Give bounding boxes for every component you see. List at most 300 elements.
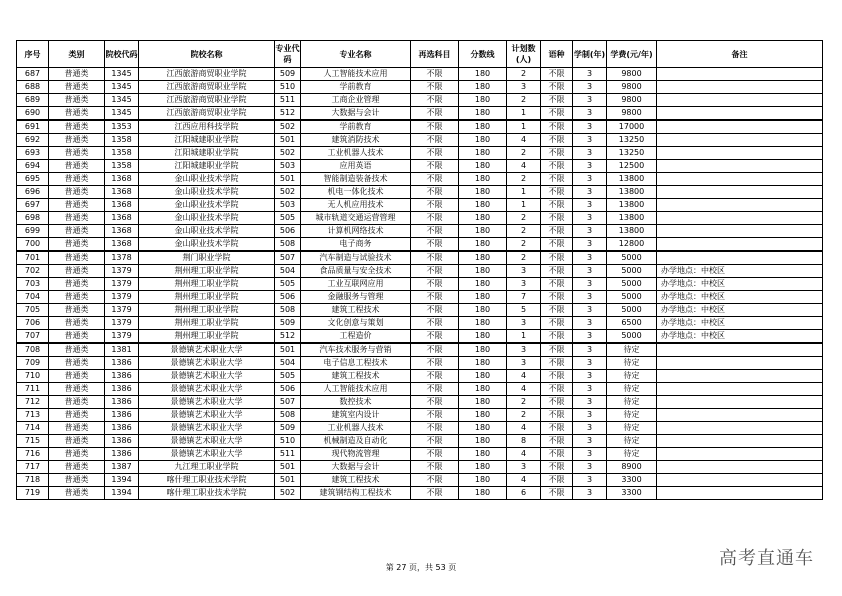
cell-col-tuition: 待定 <box>607 435 657 448</box>
cell-col-school-name: 江西旅游商贸职业学院 <box>139 68 275 81</box>
cell-col-years: 3 <box>573 265 607 278</box>
cell-col-subject: 不限 <box>411 317 459 330</box>
cell-col-index: 696 <box>17 186 49 199</box>
cell-col-tuition: 13800 <box>607 212 657 225</box>
cell-col-major-name: 现代物流管理 <box>301 448 411 461</box>
cell-col-subject: 不限 <box>411 160 459 173</box>
cell-col-years: 3 <box>573 68 607 81</box>
cell-col-category: 普通类 <box>49 343 105 357</box>
cell-col-school-code: 1386 <box>105 357 139 370</box>
cell-col-major-code: 502 <box>275 487 301 500</box>
cell-col-notes <box>657 186 823 199</box>
cell-col-school-name: 景德镇艺术职业大学 <box>139 396 275 409</box>
cell-col-category: 普通类 <box>49 461 105 474</box>
cell-col-years: 3 <box>573 160 607 173</box>
cell-col-notes <box>657 396 823 409</box>
cell-col-plan: 2 <box>507 147 541 160</box>
cell-col-score: 180 <box>459 160 507 173</box>
cell-col-school-name: 江阳城建职业学院 <box>139 160 275 173</box>
cell-col-language: 不限 <box>541 265 573 278</box>
cell-col-score: 180 <box>459 304 507 317</box>
cell-col-major-code: 501 <box>275 474 301 487</box>
cell-col-major-name: 工业机器人技术 <box>301 422 411 435</box>
cell-col-index: 709 <box>17 357 49 370</box>
cell-col-tuition: 6500 <box>607 317 657 330</box>
cell-col-years: 3 <box>573 461 607 474</box>
table-row <box>17 370 823 383</box>
cell-col-years: 3 <box>573 134 607 147</box>
cell-col-tuition: 12500 <box>607 160 657 173</box>
header-col-category: 类别 <box>49 41 105 68</box>
cell-col-index: 717 <box>17 461 49 474</box>
cell-col-major-name: 建筑工程技术 <box>301 304 411 317</box>
cell-col-years: 3 <box>573 147 607 160</box>
cell-col-major-name: 工业机器人技术 <box>301 147 411 160</box>
cell-col-notes <box>657 94 823 107</box>
cell-col-major-code: 505 <box>275 278 301 291</box>
brand-watermark: 高考直通车 <box>719 548 814 569</box>
cell-col-major-code: 501 <box>275 173 301 186</box>
cell-col-category: 普通类 <box>49 107 105 121</box>
cell-col-subject: 不限 <box>411 461 459 474</box>
cell-col-major-name: 工业互联网应用 <box>301 278 411 291</box>
cell-col-notes <box>657 173 823 186</box>
cell-col-language: 不限 <box>541 251 573 265</box>
cell-col-major-code: 509 <box>275 422 301 435</box>
cell-col-school-code: 1394 <box>105 474 139 487</box>
cell-col-school-code: 1386 <box>105 448 139 461</box>
cell-col-score: 180 <box>459 225 507 238</box>
cell-col-score: 180 <box>459 370 507 383</box>
cell-col-tuition: 待定 <box>607 343 657 357</box>
cell-col-subject: 不限 <box>411 238 459 252</box>
cell-col-notes <box>657 343 823 357</box>
cell-col-category: 普通类 <box>49 160 105 173</box>
cell-col-language: 不限 <box>541 173 573 186</box>
cell-col-index: 706 <box>17 317 49 330</box>
cell-col-school-name: 景德镇艺术职业大学 <box>139 343 275 357</box>
cell-col-language: 不限 <box>541 304 573 317</box>
cell-col-major-name: 智能制造装备技术 <box>301 173 411 186</box>
cell-col-plan: 2 <box>507 173 541 186</box>
cell-col-notes <box>657 238 823 252</box>
cell-col-score: 180 <box>459 107 507 121</box>
cell-col-subject: 不限 <box>411 330 459 344</box>
cell-col-school-code: 1386 <box>105 409 139 422</box>
cell-col-school-name: 景德镇艺术职业大学 <box>139 357 275 370</box>
header-col-major-code: 专业代码 <box>275 41 301 68</box>
cell-col-plan: 2 <box>507 94 541 107</box>
cell-col-category: 普通类 <box>49 199 105 212</box>
cell-col-major-name: 人工智能技术应用 <box>301 68 411 81</box>
cell-col-school-name: 金山职业技术学院 <box>139 199 275 212</box>
table-row <box>17 304 823 317</box>
cell-col-subject: 不限 <box>411 173 459 186</box>
cell-col-years: 3 <box>573 383 607 396</box>
cell-col-index: 693 <box>17 147 49 160</box>
cell-col-score: 180 <box>459 238 507 252</box>
cell-col-tuition: 3300 <box>607 487 657 500</box>
cell-col-category: 普通类 <box>49 422 105 435</box>
cell-col-school-code: 1387 <box>105 461 139 474</box>
cell-col-notes <box>657 357 823 370</box>
cell-col-school-name: 荆州理工职业学院 <box>139 291 275 304</box>
cell-col-notes <box>657 199 823 212</box>
cell-col-major-code: 512 <box>275 107 301 121</box>
table-header-row <box>17 41 823 68</box>
cell-col-major-code: 509 <box>275 317 301 330</box>
cell-col-index: 715 <box>17 435 49 448</box>
cell-col-language: 不限 <box>541 134 573 147</box>
cell-col-major-name: 工商企业管理 <box>301 94 411 107</box>
cell-col-tuition: 5000 <box>607 251 657 265</box>
cell-col-plan: 1 <box>507 120 541 134</box>
cell-col-language: 不限 <box>541 317 573 330</box>
cell-col-plan: 3 <box>507 357 541 370</box>
cell-col-years: 3 <box>573 173 607 186</box>
cell-col-school-name: 景德镇艺术职业大学 <box>139 422 275 435</box>
cell-col-language: 不限 <box>541 461 573 474</box>
table-row <box>17 186 823 199</box>
cell-col-score: 180 <box>459 265 507 278</box>
cell-col-school-name: 荆门职业学院 <box>139 251 275 265</box>
table-row <box>17 343 823 357</box>
cell-col-subject: 不限 <box>411 120 459 134</box>
cell-col-index: 698 <box>17 212 49 225</box>
table-row <box>17 278 823 291</box>
cell-col-score: 180 <box>459 448 507 461</box>
cell-col-subject: 不限 <box>411 304 459 317</box>
cell-col-years: 3 <box>573 396 607 409</box>
cell-col-category: 普通类 <box>49 265 105 278</box>
cell-col-major-name: 工程造价 <box>301 330 411 344</box>
table-row <box>17 330 823 344</box>
cell-col-tuition: 9800 <box>607 81 657 94</box>
cell-col-score: 180 <box>459 435 507 448</box>
cell-col-subject: 不限 <box>411 291 459 304</box>
cell-col-category: 普通类 <box>49 81 105 94</box>
cell-col-tuition: 5000 <box>607 278 657 291</box>
cell-col-score: 180 <box>459 487 507 500</box>
cell-col-school-code: 1345 <box>105 68 139 81</box>
admission-plan-table <box>16 40 823 500</box>
cell-col-major-code: 505 <box>275 370 301 383</box>
cell-col-language: 不限 <box>541 409 573 422</box>
cell-col-major-name: 机电一体化技术 <box>301 186 411 199</box>
page-number: 第 27 页，共 53 页 <box>385 563 457 572</box>
cell-col-school-code: 1368 <box>105 225 139 238</box>
cell-col-language: 不限 <box>541 186 573 199</box>
cell-col-plan: 1 <box>507 330 541 344</box>
cell-col-school-name: 荆州理工职业学院 <box>139 330 275 344</box>
cell-col-category: 普通类 <box>49 68 105 81</box>
header-col-years: 学制(年) <box>573 41 607 68</box>
cell-col-major-code: 511 <box>275 448 301 461</box>
cell-col-tuition: 待定 <box>607 396 657 409</box>
cell-col-tuition: 13250 <box>607 147 657 160</box>
table-row <box>17 487 823 500</box>
cell-col-language: 不限 <box>541 383 573 396</box>
cell-col-years: 3 <box>573 186 607 199</box>
cell-col-index: 697 <box>17 199 49 212</box>
cell-col-years: 3 <box>573 278 607 291</box>
table-row <box>17 68 823 81</box>
cell-col-school-name: 江西旅游商贸职业学院 <box>139 107 275 121</box>
cell-col-score: 180 <box>459 94 507 107</box>
cell-col-years: 3 <box>573 487 607 500</box>
cell-col-plan: 2 <box>507 68 541 81</box>
cell-col-school-name: 荆州理工职业学院 <box>139 278 275 291</box>
cell-col-score: 180 <box>459 422 507 435</box>
cell-col-school-name: 金山职业技术学院 <box>139 225 275 238</box>
cell-col-tuition: 3300 <box>607 474 657 487</box>
cell-col-score: 180 <box>459 147 507 160</box>
cell-col-major-name: 建筑钢结构工程技术 <box>301 487 411 500</box>
cell-col-index: 690 <box>17 107 49 121</box>
table-row <box>17 265 823 278</box>
cell-col-major-code: 506 <box>275 383 301 396</box>
table-row <box>17 474 823 487</box>
cell-col-school-name: 江西应用科技学院 <box>139 120 275 134</box>
cell-col-major-name: 建筑室内设计 <box>301 409 411 422</box>
cell-col-major-code: 507 <box>275 396 301 409</box>
cell-col-school-code: 1394 <box>105 487 139 500</box>
cell-col-major-code: 508 <box>275 238 301 252</box>
cell-col-score: 180 <box>459 357 507 370</box>
cell-col-major-name: 建筑工程技术 <box>301 370 411 383</box>
cell-col-major-code: 509 <box>275 68 301 81</box>
cell-col-tuition: 13800 <box>607 199 657 212</box>
cell-col-index: 704 <box>17 291 49 304</box>
cell-col-years: 3 <box>573 409 607 422</box>
cell-col-index: 719 <box>17 487 49 500</box>
table-row <box>17 160 823 173</box>
cell-col-major-name: 计算机网络技术 <box>301 225 411 238</box>
cell-col-years: 3 <box>573 251 607 265</box>
cell-col-score: 180 <box>459 396 507 409</box>
cell-col-index: 701 <box>17 251 49 265</box>
cell-col-years: 3 <box>573 107 607 121</box>
cell-col-score: 180 <box>459 186 507 199</box>
cell-col-major-code: 512 <box>275 330 301 344</box>
cell-col-years: 3 <box>573 448 607 461</box>
cell-col-language: 不限 <box>541 343 573 357</box>
cell-col-major-name: 电子商务 <box>301 238 411 252</box>
table-row <box>17 461 823 474</box>
cell-col-major-name: 机械制造及自动化 <box>301 435 411 448</box>
cell-col-plan: 4 <box>507 370 541 383</box>
cell-col-subject: 不限 <box>411 396 459 409</box>
cell-col-category: 普通类 <box>49 186 105 199</box>
cell-col-school-code: 1386 <box>105 383 139 396</box>
cell-col-plan: 5 <box>507 304 541 317</box>
cell-col-category: 普通类 <box>49 396 105 409</box>
cell-col-category: 普通类 <box>49 251 105 265</box>
cell-col-index: 707 <box>17 330 49 344</box>
cell-col-category: 普通类 <box>49 435 105 448</box>
cell-col-notes <box>657 147 823 160</box>
cell-col-subject: 不限 <box>411 147 459 160</box>
cell-col-tuition: 5000 <box>607 291 657 304</box>
cell-col-language: 不限 <box>541 160 573 173</box>
cell-col-major-name: 学前教育 <box>301 120 411 134</box>
table-row <box>17 383 823 396</box>
cell-col-subject: 不限 <box>411 265 459 278</box>
table-row <box>17 199 823 212</box>
cell-col-school-name: 金山职业技术学院 <box>139 238 275 252</box>
cell-col-school-code: 1386 <box>105 435 139 448</box>
cell-col-years: 3 <box>573 212 607 225</box>
cell-col-notes <box>657 487 823 500</box>
cell-col-plan: 3 <box>507 81 541 94</box>
cell-col-major-code: 503 <box>275 199 301 212</box>
cell-col-tuition: 待定 <box>607 422 657 435</box>
cell-col-tuition: 5000 <box>607 330 657 344</box>
cell-col-index: 711 <box>17 383 49 396</box>
header-col-major-name: 专业名称 <box>301 41 411 68</box>
table-row <box>17 212 823 225</box>
cell-col-plan: 3 <box>507 461 541 474</box>
cell-col-language: 不限 <box>541 291 573 304</box>
cell-col-score: 180 <box>459 383 507 396</box>
cell-col-major-code: 501 <box>275 134 301 147</box>
cell-col-major-code: 501 <box>275 461 301 474</box>
cell-col-years: 3 <box>573 238 607 252</box>
cell-col-tuition: 13800 <box>607 225 657 238</box>
cell-col-major-code: 511 <box>275 94 301 107</box>
cell-col-tuition: 9800 <box>607 68 657 81</box>
cell-col-index: 708 <box>17 343 49 357</box>
cell-col-subject: 不限 <box>411 357 459 370</box>
cell-col-major-name: 食品质量与安全技术 <box>301 265 411 278</box>
cell-col-notes: 办学地点：中校区 <box>657 330 823 344</box>
table-row <box>17 409 823 422</box>
cell-col-language: 不限 <box>541 107 573 121</box>
cell-col-plan: 2 <box>507 238 541 252</box>
cell-col-major-name: 金融服务与管理 <box>301 291 411 304</box>
cell-col-major-name: 汽车制造与试验技术 <box>301 251 411 265</box>
cell-col-school-name: 金山职业技术学院 <box>139 212 275 225</box>
header-col-school-code: 院校代码 <box>105 41 139 68</box>
cell-col-tuition: 待定 <box>607 370 657 383</box>
cell-col-notes: 办学地点：中校区 <box>657 278 823 291</box>
cell-col-years: 3 <box>573 330 607 344</box>
cell-col-notes <box>657 448 823 461</box>
cell-col-major-name: 数控技术 <box>301 396 411 409</box>
cell-col-major-name: 大数据与会计 <box>301 461 411 474</box>
cell-col-school-code: 1381 <box>105 343 139 357</box>
table-row <box>17 251 823 265</box>
cell-col-notes <box>657 134 823 147</box>
cell-col-plan: 4 <box>507 422 541 435</box>
cell-col-plan: 1 <box>507 107 541 121</box>
cell-col-category: 普通类 <box>49 278 105 291</box>
cell-col-tuition: 9800 <box>607 94 657 107</box>
cell-col-plan: 3 <box>507 317 541 330</box>
cell-col-subject: 不限 <box>411 343 459 357</box>
cell-col-school-code: 1379 <box>105 304 139 317</box>
cell-col-score: 180 <box>459 474 507 487</box>
cell-col-years: 3 <box>573 474 607 487</box>
cell-col-subject: 不限 <box>411 81 459 94</box>
cell-col-major-code: 503 <box>275 160 301 173</box>
cell-col-score: 180 <box>459 251 507 265</box>
cell-col-language: 不限 <box>541 212 573 225</box>
cell-col-years: 3 <box>573 304 607 317</box>
cell-col-language: 不限 <box>541 225 573 238</box>
cell-col-school-name: 喀什理工职业技术学院 <box>139 487 275 500</box>
cell-col-category: 普通类 <box>49 448 105 461</box>
cell-col-subject: 不限 <box>411 278 459 291</box>
cell-col-category: 普通类 <box>49 330 105 344</box>
header-col-index: 序号 <box>17 41 49 68</box>
cell-col-score: 180 <box>459 317 507 330</box>
cell-col-subject: 不限 <box>411 435 459 448</box>
cell-col-index: 703 <box>17 278 49 291</box>
cell-col-years: 3 <box>573 291 607 304</box>
cell-col-major-code: 504 <box>275 265 301 278</box>
table-row <box>17 435 823 448</box>
cell-col-school-code: 1368 <box>105 199 139 212</box>
cell-col-school-name: 江阳城建职业学院 <box>139 134 275 147</box>
cell-col-plan: 4 <box>507 134 541 147</box>
cell-col-category: 普通类 <box>49 291 105 304</box>
cell-col-subject: 不限 <box>411 448 459 461</box>
cell-col-subject: 不限 <box>411 212 459 225</box>
cell-col-index: 716 <box>17 448 49 461</box>
cell-col-notes <box>657 81 823 94</box>
cell-col-notes <box>657 383 823 396</box>
cell-col-plan: 6 <box>507 487 541 500</box>
cell-col-category: 普通类 <box>49 212 105 225</box>
cell-col-subject: 不限 <box>411 474 459 487</box>
cell-col-language: 不限 <box>541 278 573 291</box>
cell-col-index: 714 <box>17 422 49 435</box>
cell-col-language: 不限 <box>541 68 573 81</box>
cell-col-subject: 不限 <box>411 409 459 422</box>
cell-col-school-code: 1379 <box>105 317 139 330</box>
cell-col-language: 不限 <box>541 396 573 409</box>
cell-col-tuition: 待定 <box>607 357 657 370</box>
cell-col-years: 3 <box>573 199 607 212</box>
cell-col-language: 不限 <box>541 81 573 94</box>
cell-col-school-name: 景德镇艺术职业大学 <box>139 448 275 461</box>
cell-col-major-name: 应用英语 <box>301 160 411 173</box>
cell-col-years: 3 <box>573 81 607 94</box>
cell-col-language: 不限 <box>541 474 573 487</box>
cell-col-score: 180 <box>459 461 507 474</box>
cell-col-major-name: 无人机应用技术 <box>301 199 411 212</box>
cell-col-plan: 8 <box>507 435 541 448</box>
cell-col-school-code: 1379 <box>105 265 139 278</box>
table-row <box>17 225 823 238</box>
cell-col-school-code: 1358 <box>105 134 139 147</box>
cell-col-major-name: 人工智能技术应用 <box>301 383 411 396</box>
cell-col-index: 689 <box>17 94 49 107</box>
cell-col-notes <box>657 251 823 265</box>
cell-col-tuition: 13800 <box>607 186 657 199</box>
cell-col-major-code: 504 <box>275 357 301 370</box>
cell-col-school-code: 1378 <box>105 251 139 265</box>
cell-col-score: 180 <box>459 199 507 212</box>
cell-col-subject: 不限 <box>411 199 459 212</box>
cell-col-major-name: 建筑工程技术 <box>301 474 411 487</box>
cell-col-index: 700 <box>17 238 49 252</box>
cell-col-notes: 办学地点：中校区 <box>657 291 823 304</box>
cell-col-plan: 4 <box>507 474 541 487</box>
cell-col-major-code: 502 <box>275 186 301 199</box>
cell-col-school-code: 1353 <box>105 120 139 134</box>
